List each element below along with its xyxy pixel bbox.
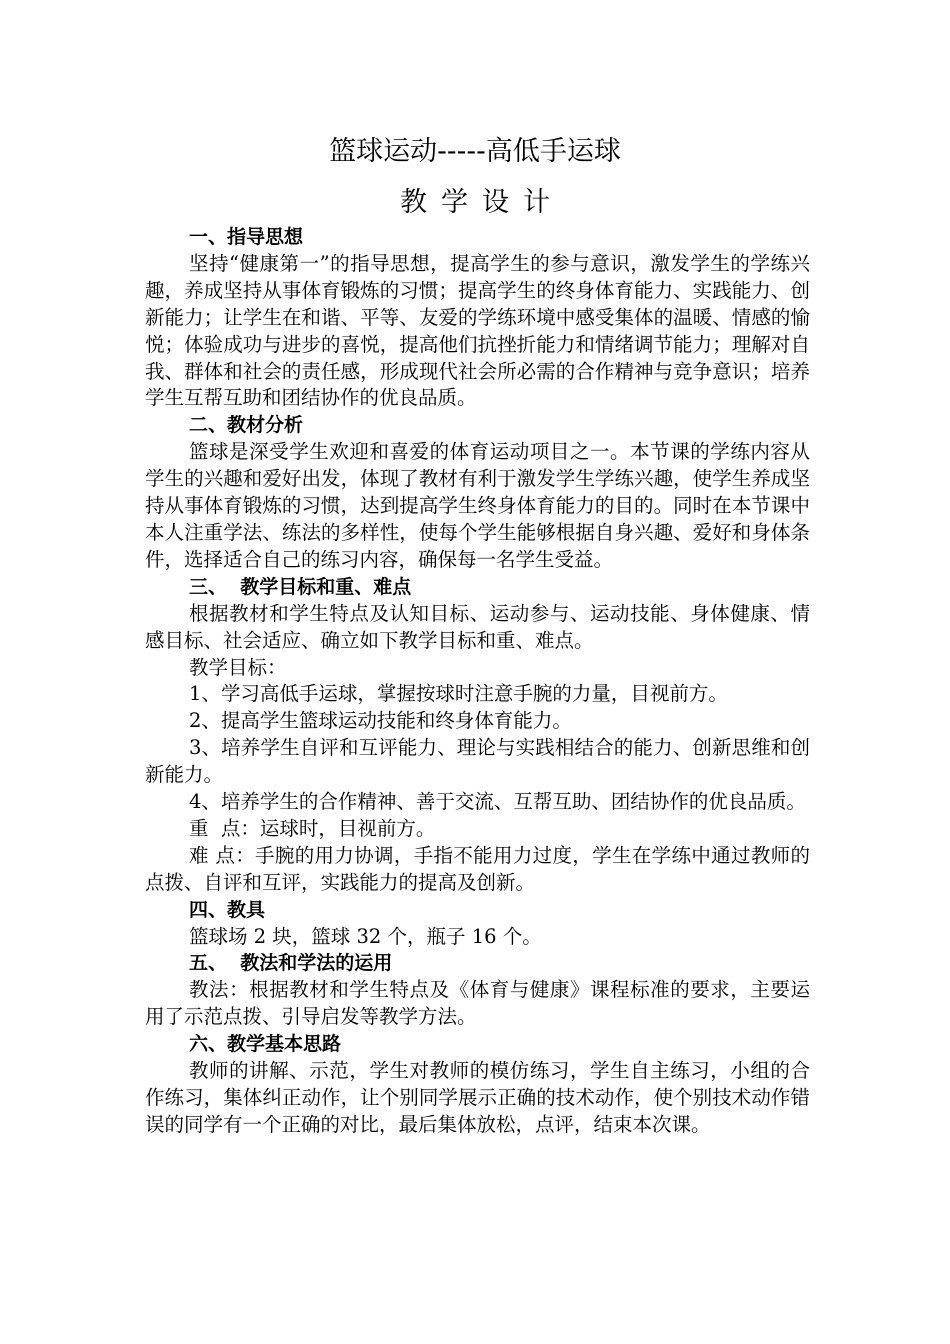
- section-paragraph: 篮球是深受学生欢迎和喜爱的体育运动项目之一。本节课的学练内容从学生的兴趣和爱好出发，体现了教材有利于激发学生学练兴趣，使学生养成坚持从事体育锻炼的习惯，达到提高学生终身体育能力的目的。同时在本节课中本人注重学法、练法的多样性，使每个学生能够根据自身兴趣、爱好和身体条件，选择适合自己的练习内容，确保每一名学生受益。: [145, 440, 810, 571]
- document-title: 篮球运动-----高低手运球: [329, 136, 621, 167]
- section-heading: 四、教具: [189, 898, 266, 921]
- key-point: 重 点：运球时，目视前方。: [189, 816, 436, 840]
- section-heading: 二、教材分析: [189, 414, 304, 437]
- section-paragraph: 教法：根据教材和学生特点及《体育与健康》课程标准的要求，主要运用了示范点拨、引导启发等教学方法。: [145, 978, 810, 1029]
- teaching-goal-item: 4、培养学生的合作精神、善于交流、互帮互助、团结协作的优良品质。: [189, 790, 806, 814]
- section-heading: 五、 教法和学法的运用: [189, 952, 393, 975]
- teaching-goal-item: 3、培养学生自评和互评能力、理论与实践相结合的能力、创新思维和创新能力。: [145, 736, 810, 787]
- section-heading: 六、教学基本思路: [189, 1033, 342, 1056]
- section-paragraph: 篮球场 2 块，篮球 32 个，瓶子 16 个。: [189, 924, 542, 948]
- teaching-goal-item: 1、学习高低手运球，掌握按球时注意手腕的力量，目视前方。: [189, 682, 728, 706]
- teaching-goals-label: 教学目标：: [189, 655, 287, 679]
- section-heading: 三、 教学目标和重、难点: [189, 575, 412, 598]
- document-body: [145, 224, 810, 1139]
- document-subtitle: 教学设计: [400, 187, 564, 218]
- section-paragraph: 教师的讲解、示范，学生对教师的模仿练习，学生自主练习，小组的合作练习，集体纠正动作，让个别同学展示正确的技术动作，使个别技术动作错误的同学有一个正确的对比，最后集体放松，点评，结束本次课。: [145, 1059, 810, 1136]
- teaching-goal-item: 2、提高学生篮球运动技能和终身体育能力。: [189, 709, 572, 733]
- section-paragraph: 坚持“健康第一”的指导思想，提高学生的参与意识，激发学生的学练兴趣，养成坚持从事体育锻炼的习惯；提高学生的终身体育能力、实践能力、创新能力；让学生在和谐、平等、友爱的学练环境中感受集体的温暖、情感的愉悦；体验成功与进步的喜悦，提高他们抗挫折能力和情绪调节能力；理解对自我、群体和社会的责任感，形成现代社会所必需的合作精神与竞争意识；培养学生互帮互助和团结协作的优良品质。: [145, 251, 810, 410]
- section-heading: 一、指导思想: [189, 226, 304, 248]
- difficult-point: 难 点：手腕的用力协调，手指不能用力过度，学生在学练中通过教师的点拨、自评和互评，实践能力的提高及创新。: [145, 843, 810, 894]
- section-paragraph: 根据教材和学生特点及认知目标、运动参与、运动技能、身体健康、情感目标、社会适应、确立如下教学目标和重、难点。: [145, 601, 810, 652]
